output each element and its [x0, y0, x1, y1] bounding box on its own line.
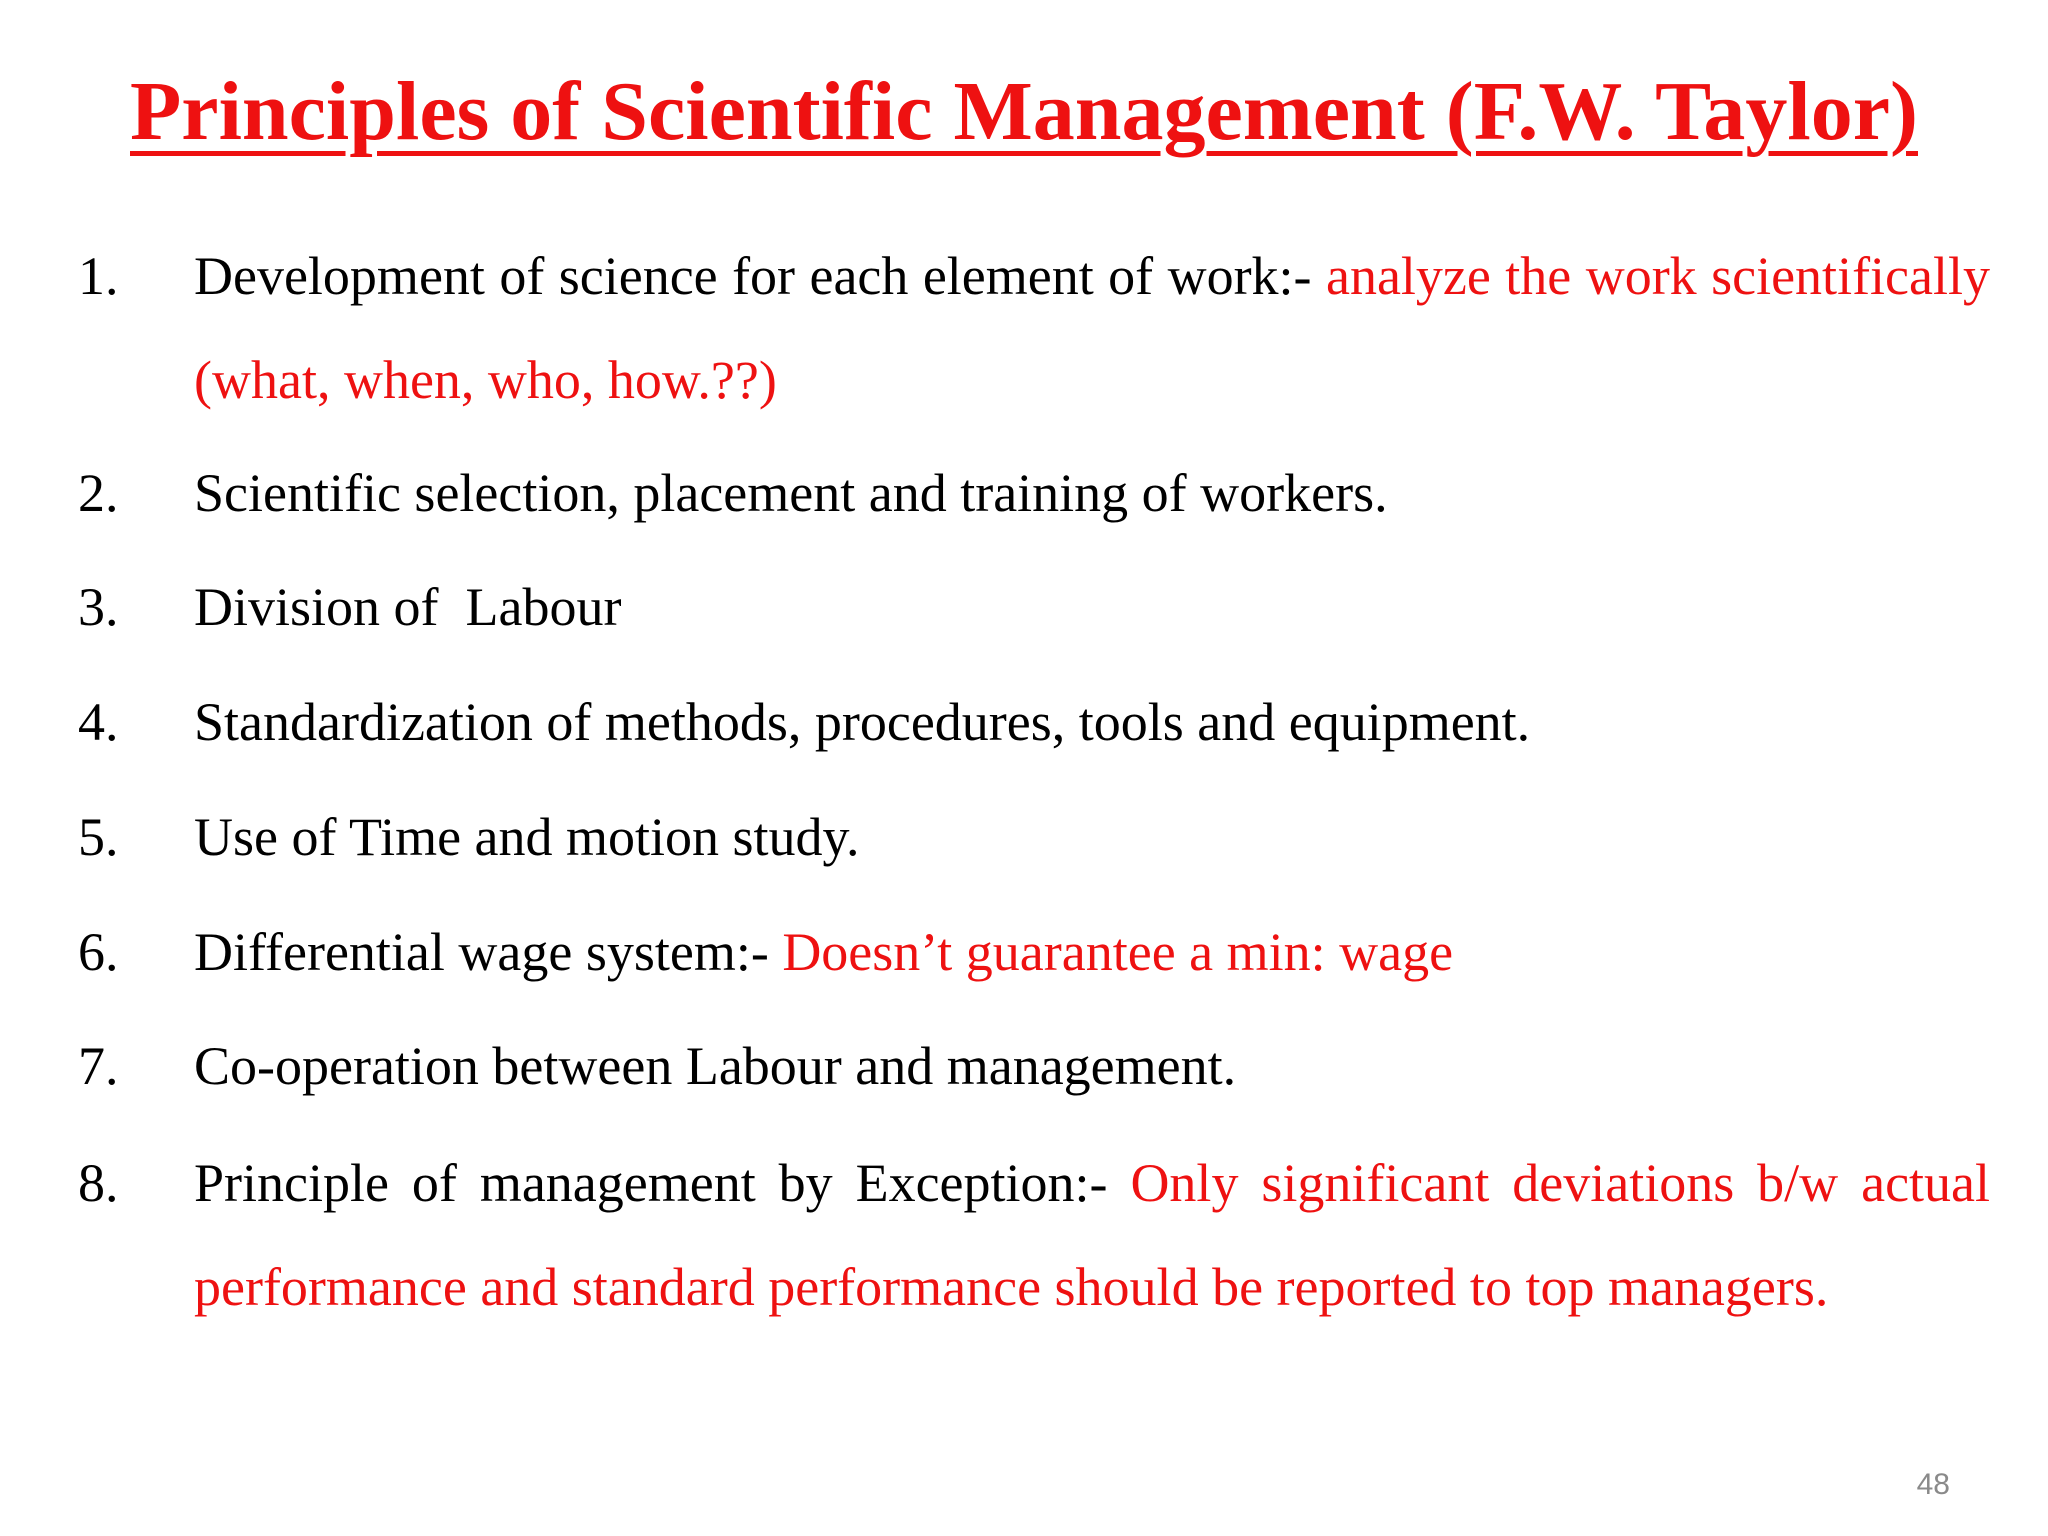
page-number: 48: [1916, 1468, 1950, 1501]
item-main-text: Development of science for each element of work:-: [194, 246, 1326, 306]
item-note-text: Only significant deviations b/w actual performance and standard performance should be reported to top managers.: [194, 1153, 1991, 1317]
item-note-text: analyze the work scientifically (what, when, who, how.??): [194, 246, 1990, 410]
item-number: 8.: [78, 1153, 119, 1213]
item-main-text: Division of Labour: [194, 577, 622, 637]
item-text: [194, 802, 1990, 872]
item-number: 7.: [78, 1036, 119, 1096]
item-text: [194, 224, 1990, 432]
item-text: [194, 572, 1990, 642]
item-number: 6.: [78, 922, 119, 982]
item-text: [194, 1131, 1990, 1339]
item-main-text: Differential wage system:-: [194, 922, 783, 982]
item-main-text: Principle of management by Exception:-: [194, 1153, 1131, 1213]
item-number: 3.: [78, 577, 119, 637]
item-main-text: Use of Time and motion study.: [194, 807, 860, 867]
item-number: 2.: [78, 463, 119, 523]
item-number: 5.: [78, 807, 119, 867]
item-number: 1.: [78, 246, 119, 306]
item-text: [194, 1031, 1990, 1101]
item-note-text: Doesn’t guarantee a min: wage: [782, 922, 1454, 982]
item-main-text: Standardization of methods, procedures, tools and equipment.: [194, 692, 1531, 752]
item-main-text: Scientific selection, placement and training of workers.: [194, 463, 1388, 523]
item-main-text: Co-operation between Labour and management.: [194, 1036, 1237, 1096]
item-text: [194, 687, 1990, 757]
item-text: [194, 458, 1990, 528]
slide-title: Principles of Scientific Management (F.W. Taylor): [130, 65, 1918, 158]
item-number: 4.: [78, 692, 119, 752]
item-text: [194, 917, 1990, 987]
